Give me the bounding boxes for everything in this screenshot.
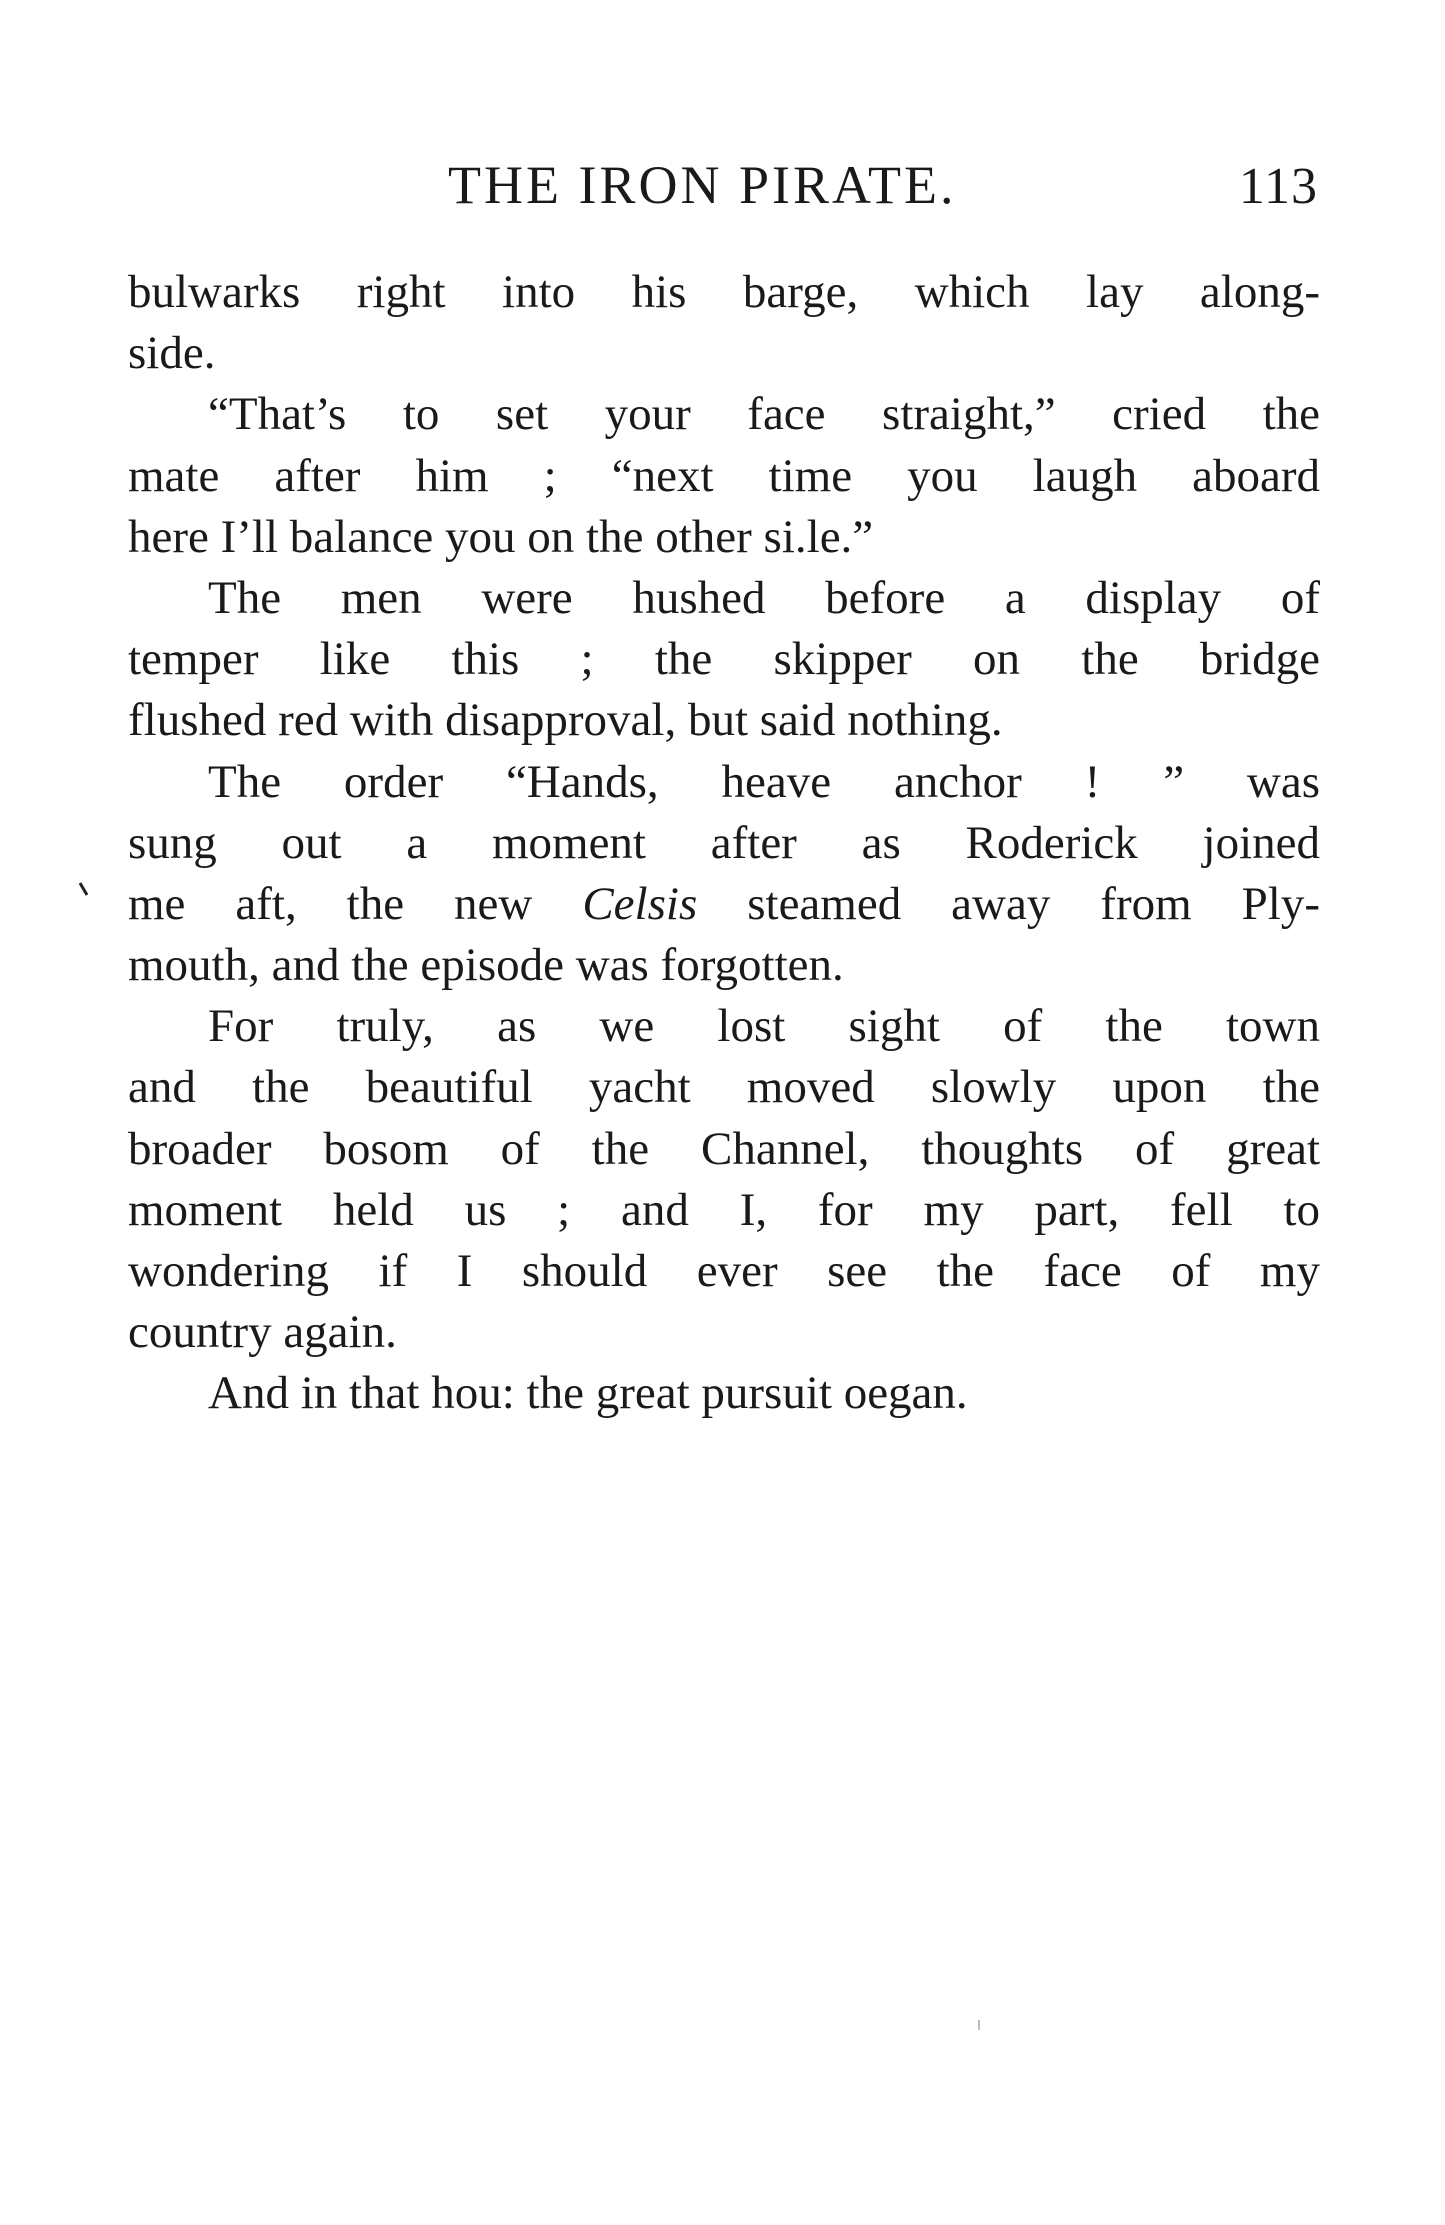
text-line: [128, 874, 1320, 935]
text-segment: here I’ll balance you on the other si.le.”: [128, 510, 874, 563]
paper-speck: [978, 2020, 980, 2030]
text-segment: country again.: [128, 1306, 397, 1359]
text-line: [128, 1241, 1320, 1302]
running-head: [128, 150, 1318, 220]
text-line: [128, 323, 1320, 384]
text-segment: And in that hou: the great pursuit oegan.: [208, 1367, 968, 1420]
italic-ship-name: Celsis: [582, 877, 698, 930]
text-segment: “That’s to set your face straight,” cried the: [208, 388, 1320, 441]
text-line: [128, 1302, 1320, 1363]
text-line: [128, 262, 1320, 323]
text-segment: The order “Hands, heave anchor ! ” was: [208, 755, 1320, 808]
text-line: [128, 1363, 1320, 1424]
text-line: [128, 813, 1320, 874]
text-segment: mate after him ; “next time you laugh aboard: [128, 449, 1320, 502]
text-segment: moment held us ; and I, for my part, fell to: [128, 1183, 1320, 1236]
text-segment: wondering if I should ever see the face of my: [128, 1245, 1320, 1297]
text-segment: side.: [128, 327, 216, 380]
margin-mark: [79, 882, 89, 896]
text-segment: me aft, the new: [128, 877, 583, 930]
text-line: [128, 1057, 1320, 1118]
text-segment: mouth, and the episode was forgotten.: [128, 939, 844, 992]
text-segment: flushed red with disapproval, but said nothing.: [128, 694, 1003, 747]
running-title: THE IRON PIRATE.: [448, 155, 957, 215]
text-line: [128, 690, 1320, 751]
text-segment: bulwarks right into his barge, which lay along-: [128, 266, 1320, 318]
text-line: [128, 935, 1320, 996]
text-segment: sung out a moment after as Roderick joined: [128, 816, 1320, 869]
text-line: [128, 629, 1320, 690]
text-segment: temper like this ; the skipper on the bridge: [128, 633, 1320, 686]
text-segment: broader bosom of the Channel, thoughts of great: [128, 1122, 1320, 1175]
text-line: [128, 446, 1320, 507]
text-segment: and the beautiful yacht moved slowly upon the: [128, 1061, 1320, 1114]
text-segment: The men were hushed before a display of: [208, 571, 1320, 624]
text-line: [128, 568, 1320, 629]
body-text: [128, 262, 1320, 1425]
page-number: 113: [1238, 158, 1318, 215]
text-line: [128, 1180, 1320, 1241]
text-line: [128, 1119, 1320, 1180]
text-line: [128, 507, 1320, 568]
text-segment: steamed away from Ply-: [697, 877, 1320, 930]
text-line: [128, 384, 1320, 445]
text-segment: For truly, as we lost sight of the town: [208, 1000, 1320, 1053]
text-line: [128, 752, 1320, 813]
text-line: [128, 996, 1320, 1057]
